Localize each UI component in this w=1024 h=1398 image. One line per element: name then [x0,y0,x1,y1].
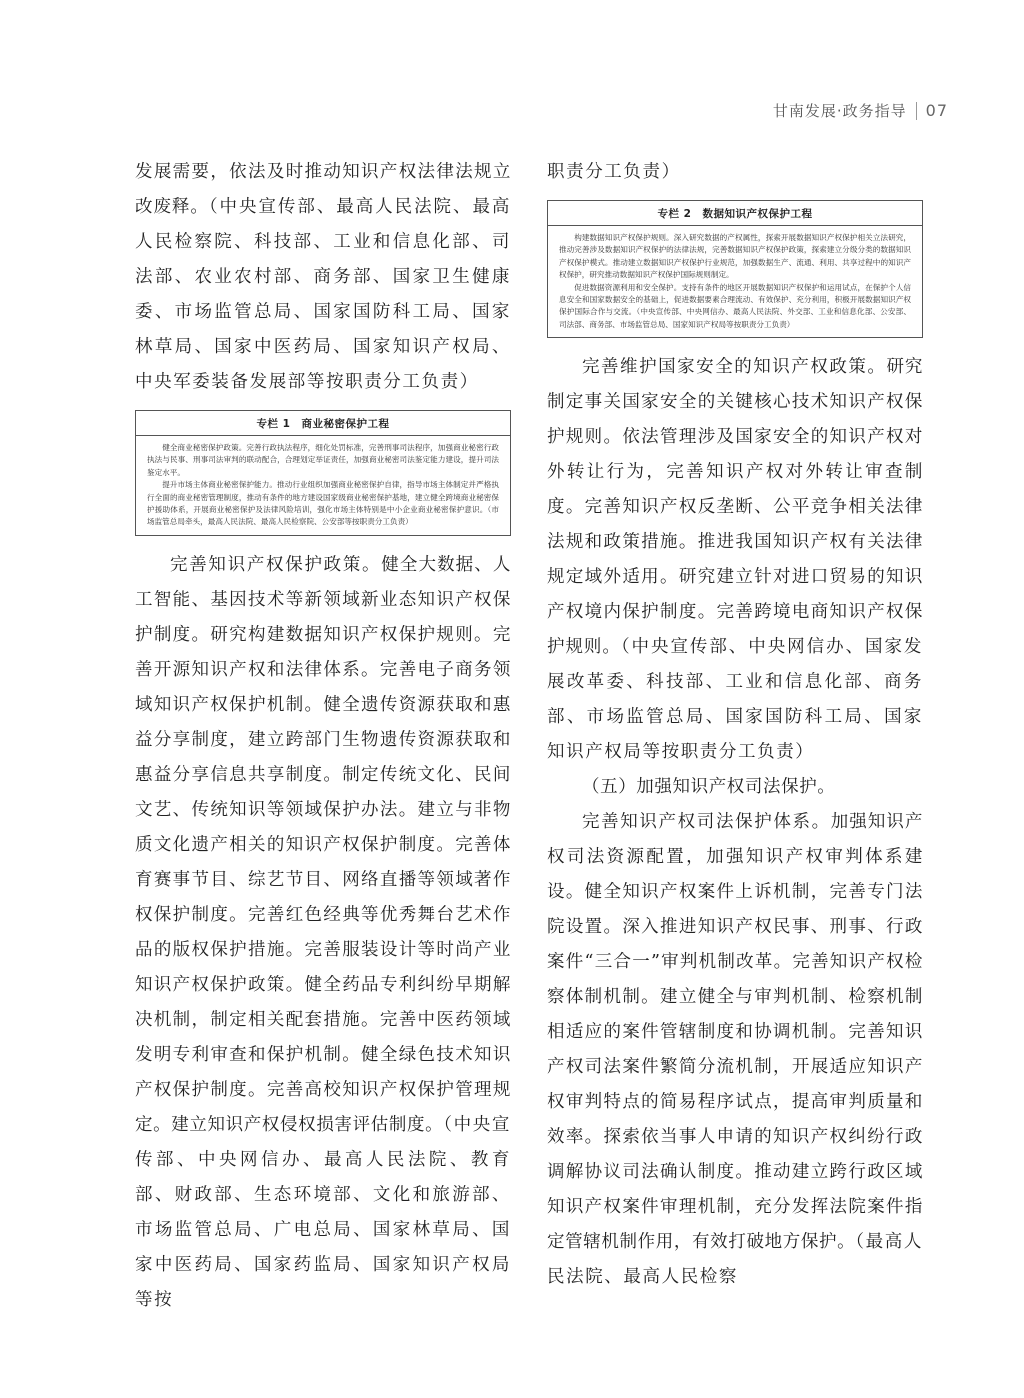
page-number: 07 [925,101,948,120]
sidebar-box-data-ip [547,200,923,338]
right-column [547,155,923,1295]
box-paragraph: 健全商业秘密保护政策。完善行政执法程序，细化处罚标准，完善刑事司法程序，加强商业秘密行政执法与民事、刑事司法审判的联动配合，合理划定举证责任，加强商业秘密司法鉴定能力建设，提升司法鉴定水平。 [147,443,499,477]
paragraph [547,155,923,190]
paragraph [135,548,511,1318]
box-paragraph: 提升市场主体商业秘密保护能力。推动行业组织加强商业秘密保护自律，指导市场主体制定并严格执行全面的商业秘密管理制度，推动有条件的地方建设国家级商业秘密保护基地，建立健全跨境商业秘密保护援助体系，开展商业秘密保护及法律风险培训，强化市场主体特别是中小企业商业秘密保护意识。（市场监管总局牵头，最高人民法院、最高人民检察院、公安部等按职责分工负责） [147,480,499,527]
sidebar-box-trade-secret [135,410,511,536]
paragraph-text: 研究制定事关国家安全的关键核心技术知识产权保护规则。依法管理涉及国家安全的知识产权对外转让行为，完善知识产权对外转让审查制度。完善知识产权反垄断、公平竞争相关法律法规和政策措施。推进我国知识产权有关法律规定域外适用。研究建立针对进口贸易的知识产权境内保护制度。完善跨境电商知识产权保护规则。 [547,357,923,658]
paragraph [547,805,923,1295]
responsibility-note: （中央宣传部、最高人民法院、最高人民检察院、科技部、工业和信息化部、司法部、农业农村部、商务部、国家卫生健康委、市场监管总局、国家国防科工局、国家林草局、国家中医药局、国家知识产权局、中央军委装备发展部等按职责分工负责） [135,197,511,392]
box-title: 专栏 2 数据知识产权保护工程 [548,201,922,226]
paragraph [547,350,923,770]
left-column [135,155,511,1318]
box-title: 专栏 1 商业秘密保护工程 [136,411,510,436]
section-heading: （五）加强知识产权司法保护。 [582,777,836,798]
paragraph-text: 健全大数据、人工智能、基因技术等新领域新业态知识产权保护制度。研究构建数据知识产权保护规则。完善开源知识产权和法律体系。完善电子商务领域知识产权保护机制。健全遗传资源获取和惠益分享制度，建立跨部门生物遗传资源获取和惠益分享信息共享制度。制定传统文化、民间文艺、传统知识等领域保护办法。建立与非物质文化遗产相关的知识产权保护制度。完善体育赛事节目、综艺节目、网络直播等领域著作权保护制度。完善红色经典等优秀舞台艺术作品的版权保护措施。完善服装设计等时尚产业知识产权保护政策。健全药品专利纠纷早期解决机制，制定相关配套措施。完善中医药领域发明专利审查和保护机制。健全绿色技术知识产权保护制度。完善高校知识产权保护管理规定。建立知识产权侵权损害评估制度。 [135,554,511,1135]
paragraph-lead: 完善知识产权司法保护体系。 [582,812,831,833]
paragraph-text: 加强知识产权司法资源配置，加强知识产权审判体系建设。健全知识产权案件上诉机制，完善专门法院设置。深入推进知识产权民事、刑事、行政案件“三合一”审判机制改革。完善知识产权检察体制机制。建立健全与审判机制、检察机制相适应的案件管辖制度和协调机制。完善知识产权司法案件繁简分流机制，开展适应知识产权审判特点的简易程序试点，提高审判质量和效率。探索依当事人申请的知识产权纠纷行政调解协议司法确认制度。推动建立跨行政区域知识产权案件审理机制，充分发挥法院案件指定管辖机制作用，有效打破地方保护。 [547,812,924,1253]
paragraph-lead: 完善维护国家安全的知识产权政策。 [582,357,887,378]
responsibility-note: （中央宣传部、中央网信办、国家发展改革委、科技部、工业和信息化部、商务部、市场监管总局、国家国防科工局、国家知识产权局等按职责分工负责） [547,637,923,763]
responsibility-note: 职责分工负责） [547,162,681,182]
paragraph-text: 发展需要，依法及时推动知识产权法律法规立改废释。 [135,162,511,217]
paragraph-lead: 完善知识产权保护政策。 [170,554,382,575]
responsibility-note: （最高人民法院、最高人民检察 [547,1232,923,1288]
running-header [773,100,948,121]
responsibility-note: （中央宣传部、中央网信办、最高人民法院、教育部、财政部、生态环境部、文化和旅游部、市场监管总局、广电总局、国家林草局、国家中医药局、国家药监局、国家知识产权局等按 [135,1114,511,1310]
paragraph [135,155,511,400]
publication-title: 甘南发展·政务指导 [772,102,907,120]
box-paragraph: 构建数据知识产权保护规则。深入研究数据的产权属性，探索开展数据知识产权保护相关立法研究，推动完善涉及数据知识产权保护的法律法规，完善数据知识产权保护政策，探索建立分级分类的数据知识产权保护模式。推动建立数据知识产权保护行业规范，加强数据生产、流通、利用、共享过程中的知识产权保护，研究推动数据知识产权保护国际规则制定。 [559,233,911,280]
box-paragraph: 促进数据资源利用和安全保护。支持有条件的地区开展数据知识产权保护和运用试点，在保护个人信息安全和国家数据安全的基础上，促进数据要素合理流动、有效保护、充分利用，积极开展数据知识产权保护国际合作与交流。（中央宣传部、中央网信办、最高人民法院、外交部、工业和信息化部、公安部、司法部、商务部、市场监管总局、国家知识产权局等按职责分工负责） [559,282,911,329]
header-divider [916,102,917,120]
